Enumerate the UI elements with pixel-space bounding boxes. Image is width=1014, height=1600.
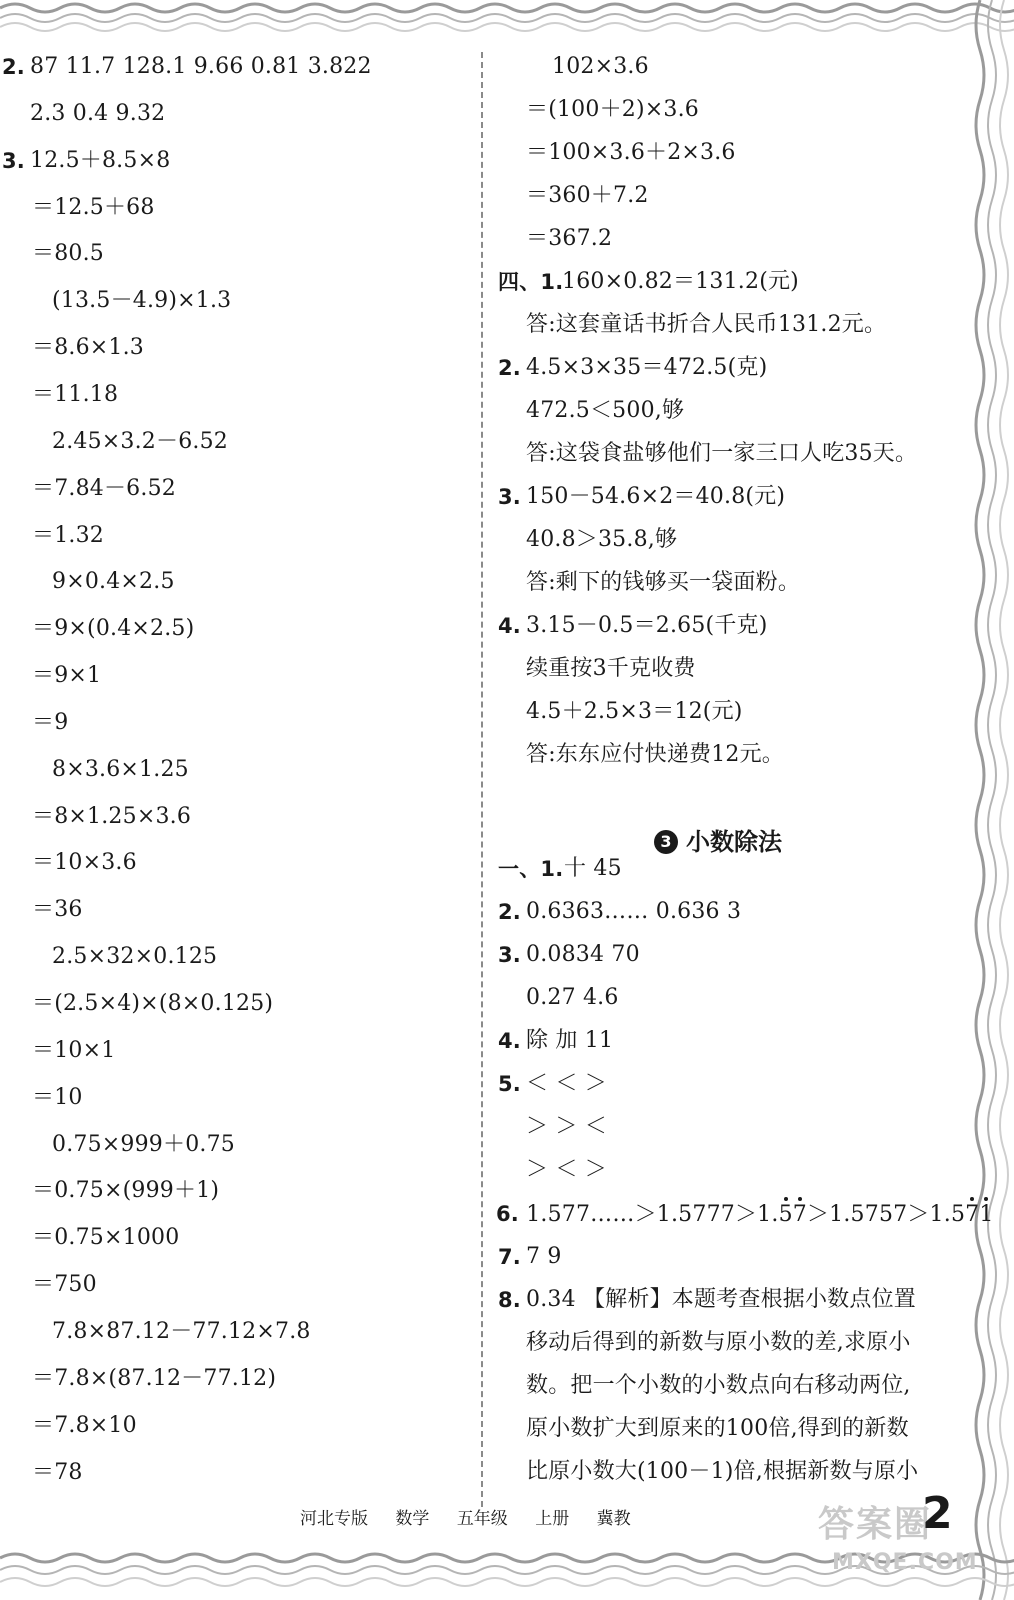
question-number: 4.: [498, 614, 521, 638]
answer-text: ＝7.8×(87.12－77.12): [32, 1365, 277, 1391]
footer-edition: 河北专版: [300, 1509, 368, 1529]
answer-text: ＝1.32: [32, 522, 104, 548]
footer-volume: 上册: [535, 1509, 570, 1529]
question-number: 6.: [496, 1202, 519, 1226]
question-number: 3.: [2, 148, 25, 173]
answer-text: 150－54.6×2＝40.8(元): [526, 484, 786, 509]
answer-text: (13.5－4.9)×1.3: [52, 288, 232, 314]
answer-line: [498, 348, 768, 388]
question-number: 2.: [498, 900, 521, 924]
answer-text: ＝10×3.6: [32, 850, 137, 876]
repeating-digit: 5: [779, 1195, 793, 1235]
answer-text: ＝100×3.6＋2×3.6: [526, 140, 736, 165]
answer-text: 2.3 0.4 9.32: [30, 100, 166, 126]
top-wave-border: [0, 0, 1014, 40]
question-number: 5.: [498, 1072, 521, 1096]
answer-text: ＝80.5: [32, 241, 104, 267]
footer-subject: 数学: [395, 1509, 430, 1529]
question-number: 7.: [498, 1245, 521, 1269]
answer-text: 原小数扩大到原来的100倍,得到的新数: [526, 1416, 909, 1441]
answer-text: 4.5×3×35＝472.5(克): [526, 355, 768, 380]
answer-line: [498, 935, 640, 975]
answer-text: 十 45: [564, 856, 622, 881]
footer-publisher: 冀教: [596, 1509, 631, 1529]
question-number: 一、1.: [498, 857, 564, 881]
answer-text: 8×3.6×1.25: [52, 756, 189, 782]
answer-text: 472.5＜500,够: [526, 398, 685, 423]
answer-line: [498, 892, 742, 932]
page-footer: [300, 1502, 653, 1536]
answer-text: 40.8＞35.8,够: [526, 527, 678, 552]
right-wave-border: [966, 0, 1014, 1600]
section-title: [654, 822, 782, 862]
question-number: 2.: [498, 356, 521, 380]
answer-text: 2.5×32×0.125: [52, 944, 218, 970]
answer-text: 87 11.7 128.1 9.66 0.81 3.822: [30, 54, 372, 79]
answer-text: 续重按3千克收费: [526, 656, 696, 681]
answer-line-6: [496, 1194, 994, 1234]
answer-text: ＝8.6×1.3: [32, 335, 145, 361]
answer-line: [498, 849, 622, 889]
answer-text: ＝12.5＋68: [32, 194, 155, 220]
answer-text: 7.8×87.12－77.12×7.8: [52, 1318, 311, 1344]
question-number: 4.: [498, 1029, 521, 1053]
answer-text: ＝360＋7.2: [526, 183, 649, 208]
answer-text: 9×0.4×2.5: [52, 569, 175, 595]
item6-part1: 1.577……＞1.5777＞1.: [526, 1202, 779, 1227]
repeating-digit: 7: [793, 1195, 807, 1235]
answer-line: [498, 606, 768, 646]
answer-text: ＝750: [32, 1272, 97, 1298]
answer-line: [498, 477, 786, 517]
answer-text: ＝9×(0.4×2.5): [32, 616, 195, 642]
question-number: 3.: [498, 485, 521, 509]
answer-text: 0.0834 70: [526, 942, 640, 967]
answer-text: 数。把一个小数的小数点向右移动两位,: [526, 1373, 911, 1398]
answer-text: 答:剩下的钱够买一袋面粉。: [526, 570, 801, 595]
question-number: 四、1.: [498, 270, 564, 294]
answer-text: 答:这套童话书折合人民币131.2元。: [526, 312, 887, 337]
answer-text: ＝8×1.25×3.6: [32, 803, 192, 829]
answer-text: 12.5＋8.5×8: [30, 147, 171, 173]
question-number: 8.: [498, 1288, 521, 1312]
answer-text: ＝36: [32, 897, 83, 923]
footer-grade: 五年级: [456, 1509, 508, 1529]
answer-line: [498, 262, 799, 302]
answer-text: ＝10: [32, 1084, 83, 1110]
answer-text: ＝9×1: [32, 663, 102, 689]
section-title-text: 小数除法: [686, 828, 782, 856]
watermark-url: MXQE.COM: [832, 1550, 978, 1575]
repeating-digit: 1: [979, 1195, 993, 1235]
answer-text: ＝(100＋2)×3.6: [526, 97, 699, 122]
watermark-text: 答案圈: [818, 1504, 933, 1545]
answer-text: 除 加 11: [526, 1028, 614, 1053]
answer-text: 答:东东应付快递费12元。: [526, 742, 785, 767]
answer-line: [498, 1021, 614, 1061]
answer-text: 0.27 4.6: [526, 985, 619, 1010]
column-divider: [481, 52, 483, 1507]
answer-text: 2.45×3.2－6.52: [52, 428, 228, 454]
answer-line: [498, 1237, 562, 1277]
answer-line: [498, 1280, 916, 1320]
answer-text: ＝7.84－6.52: [32, 475, 176, 501]
answer-line: [2, 47, 372, 87]
answer-line: [2, 141, 171, 181]
answer-text: ＜ ＜ ＞: [526, 1071, 607, 1096]
answer-text: ＞ ＜ ＞: [526, 1157, 607, 1182]
answer-text: ＝0.75×1000: [32, 1225, 180, 1251]
answer-text: 102×3.6: [552, 54, 649, 79]
answer-text: ＝(2.5×4)×(8×0.125): [32, 991, 274, 1016]
answer-text: ＝10×1: [32, 1037, 116, 1063]
section-number-badge: 3: [654, 830, 678, 854]
answer-text: 4.5＋2.5×3＝12(元): [526, 699, 743, 724]
answer-text: ＝11.18: [32, 381, 119, 407]
question-number: 2.: [2, 55, 25, 79]
answer-text: 移动后得到的新数与原小数的差,求原小: [526, 1330, 911, 1355]
item6-part2: ＞1.5757＞1.: [806, 1202, 951, 1227]
question-number: 3.: [498, 943, 521, 967]
answer-text: ＝7.8×10: [32, 1412, 137, 1438]
item6-digit: 5: [950, 1202, 966, 1227]
answer-text: 0.6363…… 0.636 3: [526, 899, 742, 924]
answer-text: 0.34 【解析】本题考查根据小数点位置: [526, 1287, 916, 1312]
watermark: [818, 1490, 998, 1586]
answer-text: 3.15－0.5＝2.65(千克): [526, 613, 768, 638]
answer-text: ＝367.2: [526, 226, 613, 251]
answer-line: [498, 1064, 607, 1104]
answer-text: 比原小数大(100－1)倍,根据新数与原小: [526, 1459, 919, 1484]
answer-text: ＝78: [32, 1459, 83, 1485]
repeating-digit: 7: [965, 1195, 979, 1235]
answer-text: 0.75×999＋0.75: [52, 1131, 235, 1157]
page-number: 2: [922, 1488, 953, 1539]
answer-text: ＞ ＞ ＜: [526, 1114, 607, 1139]
answer-text: ＝0.75×(999＋1): [32, 1178, 220, 1204]
answer-text: 答:这袋食盐够他们一家三口人吃35天。: [526, 441, 918, 466]
answer-text: ＝9: [32, 709, 69, 735]
answer-text: 160×0.82＝131.2(元): [562, 269, 799, 294]
answer-text: 7 9: [526, 1244, 562, 1269]
